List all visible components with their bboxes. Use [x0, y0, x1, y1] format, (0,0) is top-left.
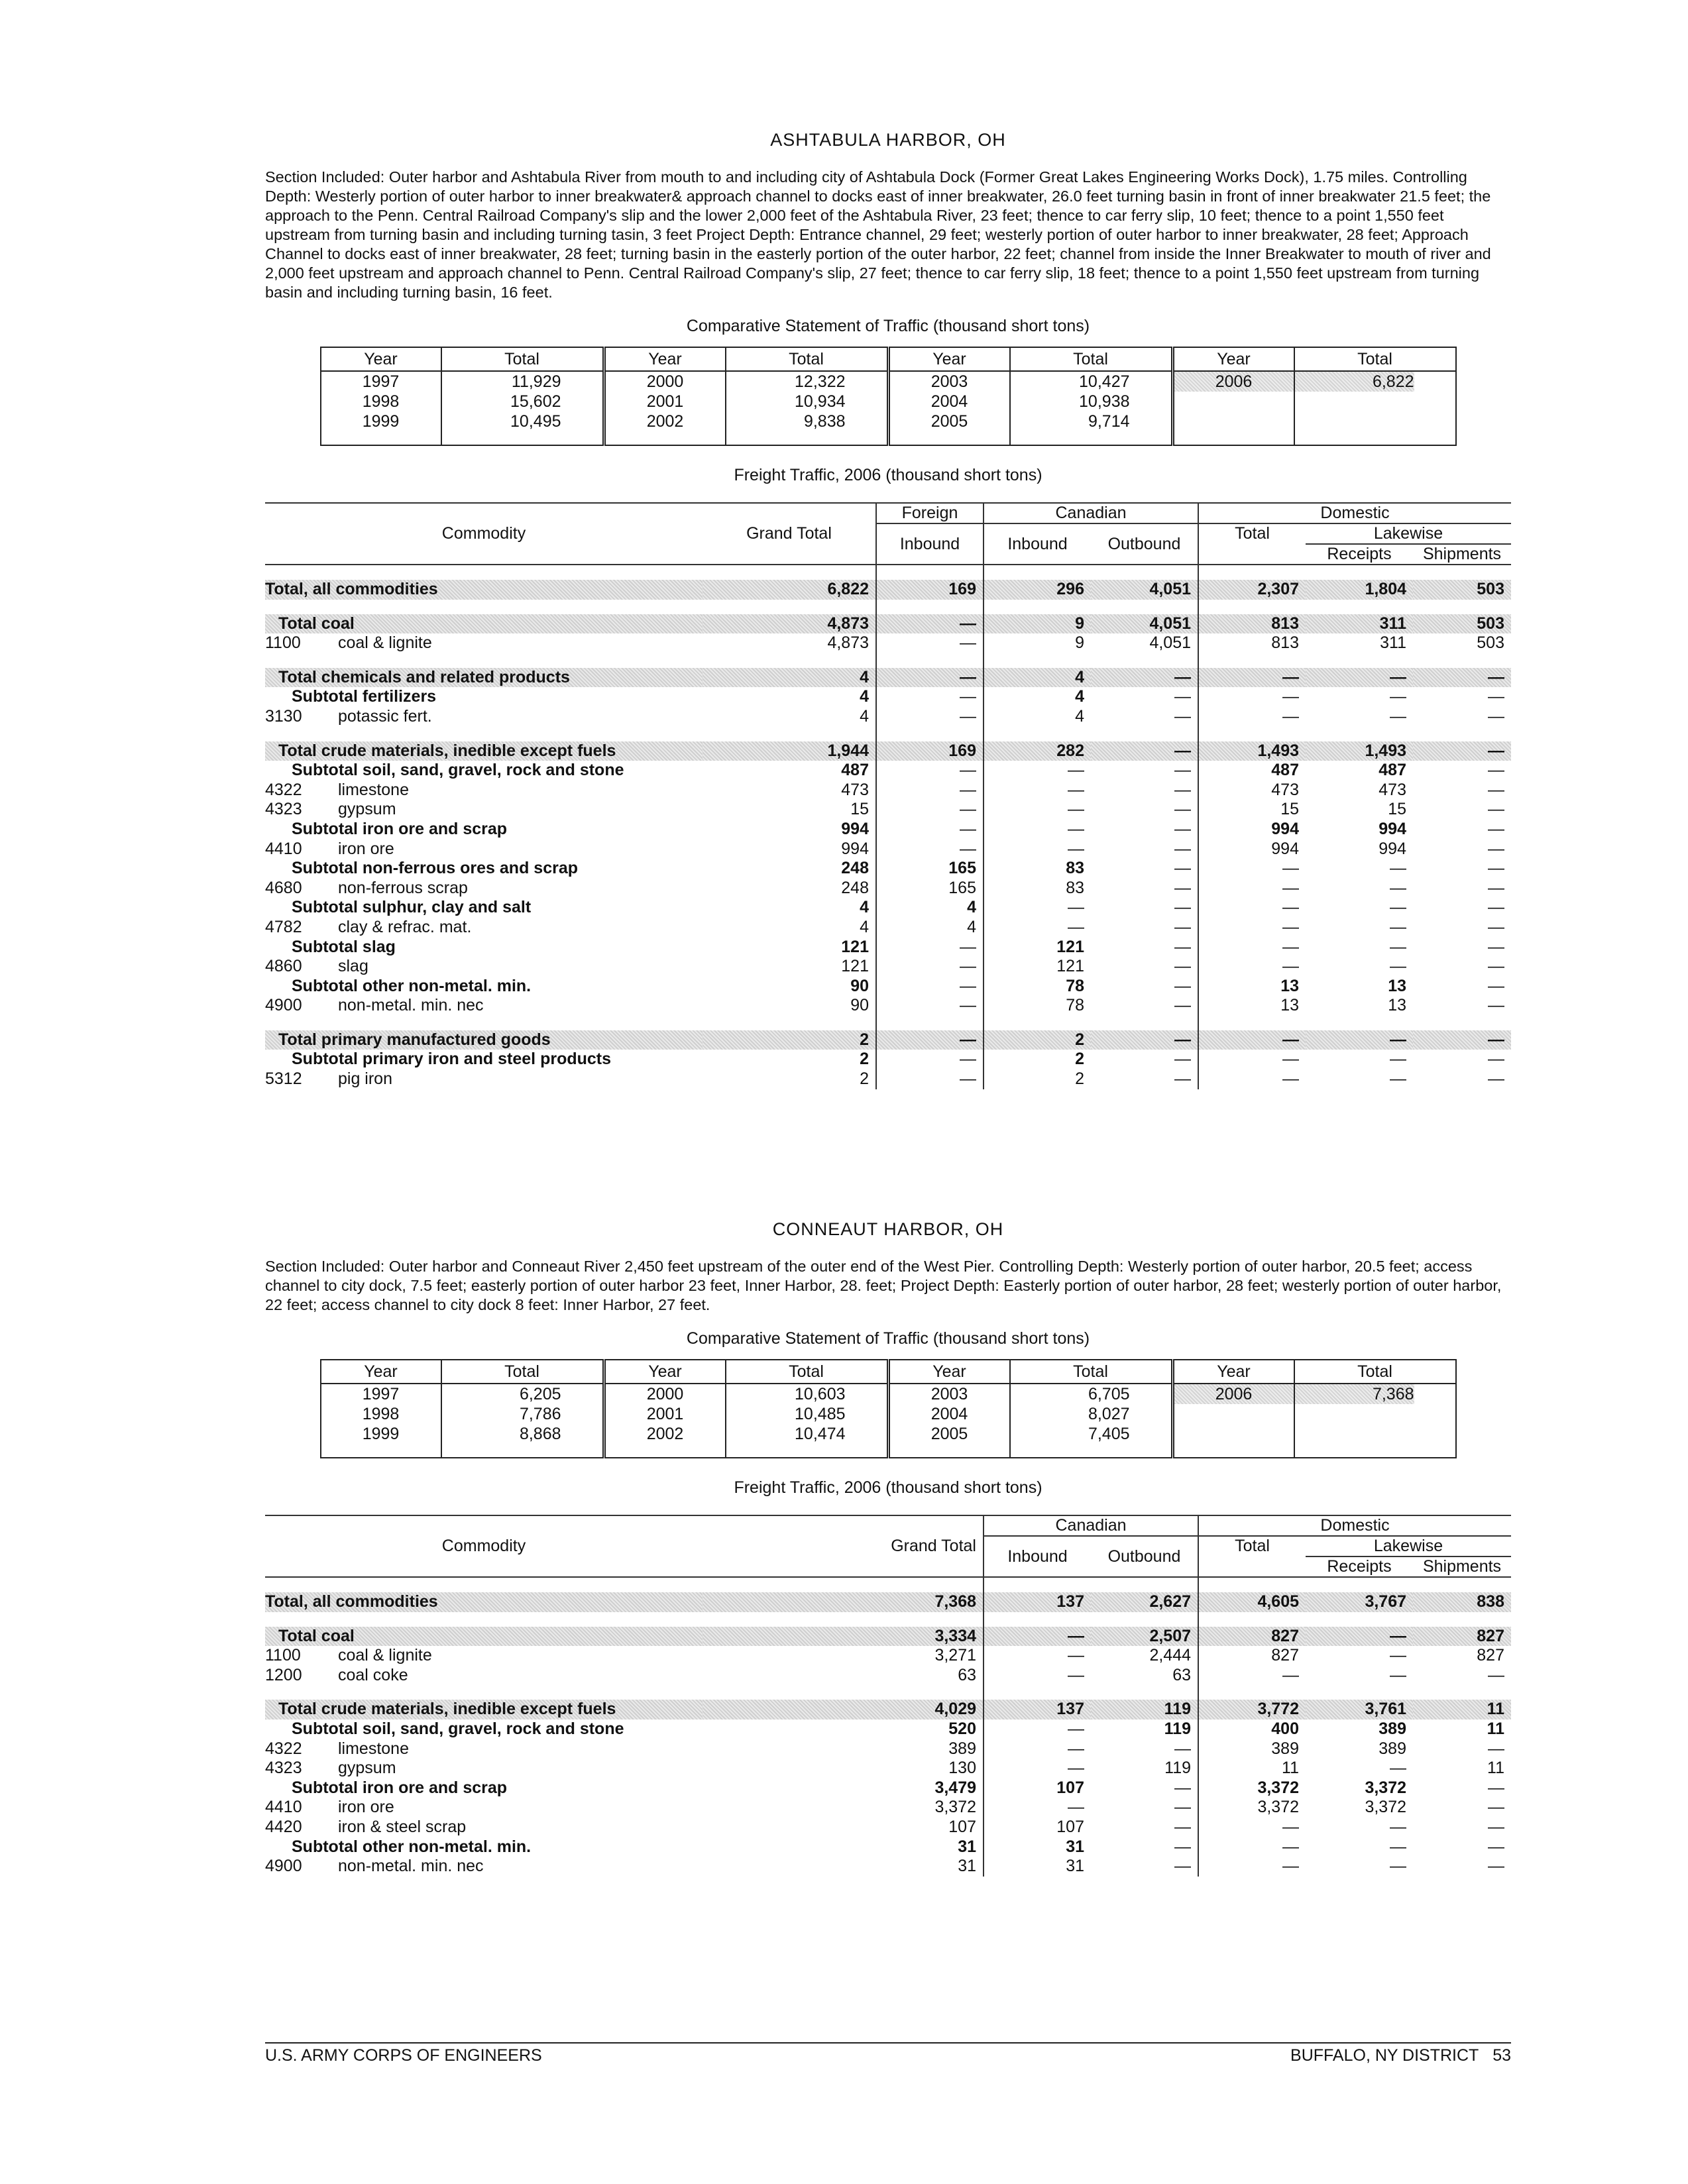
col-shipments: Shipments: [1422, 1557, 1502, 1576]
totals-cell: 12,322 10,934 9,838: [726, 371, 889, 445]
conneaut-description: Section Included: Outer harbor and Conneaut River 2,450 feet upstream of the outer end of the West Pier. Controlling Depth: Westerly portion of outer harbor, 20.5 feet; access channel to city dock, 7.5 feet; easterly portion of outer harbor 23 feet, Inner Harbor, 28. feet; Project Depth: Easterly portion of outer harbor, 28 feet; westerly portion of outer harbor, 22 feet; access channel to city dock 8 feet: Inner Harbor, 27 feet.: [265, 1258, 1502, 1313]
conneaut-freight-caption: Freight Traffic, 2006 (thousand short tons): [734, 1478, 1042, 1497]
footer-district: BUFFALO, NY DISTRICT: [1290, 2046, 1479, 2065]
table-row: Total crude materials, inedible except fuels 4,029 137 119 3,772 3,761 11: [265, 1700, 1511, 1720]
table-row: Subtotal fertilizers 4 — 4 — — — —: [292, 687, 1504, 706]
table-row: 4900 non-metal. min. nec 90 — 78 — 13 13 —: [265, 996, 1504, 1015]
page-number: 53: [1492, 2046, 1511, 2065]
table-row: Subtotal non-ferrous ores and scrap 248 165 83 — — — —: [292, 859, 1504, 878]
col-domestic: Domestic: [1198, 503, 1511, 523]
table-row: 3130 potassic fert. 4 — 4 — — — —: [265, 706, 1504, 726]
years-cell: 2000 2001 2002: [604, 1384, 726, 1458]
col-domestic-total: Total: [1198, 1536, 1306, 1577]
col-grand-total: Grand Total: [746, 524, 832, 543]
totals-cell: 11,929 15,602 10,495: [441, 371, 604, 445]
col-year: Year: [1172, 347, 1294, 371]
col-domestic: Domestic: [1198, 1515, 1511, 1536]
col-total: Total: [1010, 347, 1173, 371]
col-commodity: Commodity: [441, 524, 526, 543]
conneaut-comparative-table: [320, 1359, 1457, 1458]
ashtabula-comparative-caption: Comparative Statement of Traffic (thousand short tons): [686, 317, 1090, 335]
conneaut-comparative-caption: Comparative Statement of Traffic (thousand short tons): [686, 1329, 1090, 1348]
totals-cell-highlight: 6,822: [1295, 372, 1414, 392]
years-cell: 2003 2004 2005: [888, 1384, 1010, 1458]
ashtabula-comparative-table: [320, 347, 1457, 446]
ashtabula-freight-table: [265, 502, 1511, 1089]
table-row: 5312 pig iron 2 — 2 — — — —: [265, 1069, 1504, 1089]
years-cell: 1997 1998 1999: [362, 1385, 400, 1443]
col-canadian: Canadian: [984, 503, 1198, 523]
table-row: 4410 iron ore 3,372 — — 3,372 3,372 —: [265, 1798, 1504, 1817]
table-row: Total coal 3,334 — 2,507 827 — 827: [265, 1627, 1511, 1647]
col-year: Year: [888, 347, 1010, 371]
table-row: Total, all commodities 6,822 169 296 4,051 2,307 1,804 503: [265, 580, 1511, 600]
table-row: Total, all commodities 7,368 137 2,627 4,605 3,767 838: [265, 1592, 1511, 1612]
table-row: 4323 gypsum 15 — — — 15 15 —: [265, 800, 1504, 819]
col-year: Year: [604, 347, 726, 371]
col-lakewise: Lakewise: [1306, 1536, 1511, 1556]
ashtabula-title: ASHTABULA HARBOR, OH: [770, 130, 1006, 150]
table-row: 1100 coal & lignite 3,271 — 2,444 827 — 827: [265, 1646, 1504, 1665]
table-row: 4410 iron ore 994 — — — 994 994 —: [265, 839, 1504, 858]
table-row: Subtotal other non-metal. min. 90 — 78 — 13 13 —: [292, 976, 1504, 995]
table-row: 4323 gypsum 130 — 119 11 — 11: [265, 1759, 1504, 1778]
table-row: 1100 coal & lignite 4,873 — 9 4,051 813 311 503: [265, 633, 1504, 653]
table-row: Subtotal other non-metal. min. 31 31 — — — —: [292, 1837, 1504, 1856]
col-canadian-inbound: Inbound: [984, 1536, 1091, 1577]
years-cell: 2003 2004 2005: [888, 371, 1010, 445]
col-canadian-outbound: Outbound: [1107, 1547, 1181, 1566]
table-row: Subtotal slag 121 — 121 — — — —: [292, 937, 1504, 956]
col-total: Total: [1010, 1360, 1173, 1384]
col-grand-total: Grand Total: [891, 1537, 976, 1555]
table-row: 4680 non-ferrous scrap 248 165 83 — — — —: [265, 878, 1504, 897]
col-receipts: Receipts: [1327, 1557, 1392, 1576]
table-row: Total crude materials, inedible except fuels 1,944 169 282 — 1,493 1,493 —: [265, 741, 1511, 761]
col-total: Total: [726, 1360, 889, 1384]
col-total: Total: [1294, 1360, 1456, 1384]
table-row: Total chemicals and related products 4 — 4 — — — —: [265, 668, 1511, 688]
conneaut-freight-table: [265, 1515, 1511, 1877]
ashtabula-freight-caption: Freight Traffic, 2006 (thousand short tons): [734, 466, 1042, 484]
totals-cell: 6,205 7,786 8,868: [441, 1384, 604, 1458]
table-row: Subtotal sulphur, clay and salt 4 4 — — — — —: [292, 898, 1504, 917]
years-cell: 2000 2001 2002: [604, 371, 726, 445]
col-canadian: Canadian: [984, 1515, 1198, 1536]
table-row: Subtotal soil, sand, gravel, rock and stone 487 — — — 487 487 —: [292, 761, 1504, 780]
table-row: Total coal 4,873 — 9 4,051 813 311 503: [265, 614, 1511, 634]
col-canadian-inbound: Inbound: [984, 523, 1091, 565]
col-total: Total: [441, 1360, 604, 1384]
col-year: Year: [321, 1360, 441, 1384]
col-shipments: Shipments: [1422, 545, 1502, 563]
years-cell-highlight: 2006: [1174, 1384, 1294, 1404]
footer-agency: U.S. ARMY CORPS OF ENGINEERS: [265, 2046, 542, 2065]
col-domestic-total: Total: [1198, 523, 1306, 565]
table-row: Subtotal iron ore and scrap 3,479 107 — 3,372 3,372 —: [292, 1778, 1504, 1797]
totals-cell: 10,427 10,938 9,714: [1010, 371, 1173, 445]
years-cell-highlight: 2006: [1174, 372, 1294, 392]
page-footer: [265, 2042, 1511, 2065]
conneaut-title: CONNEAUT HARBOR, OH: [772, 1219, 1004, 1239]
col-total: Total: [441, 347, 604, 371]
col-commodity: Commodity: [441, 1537, 526, 1555]
col-foreign: Foreign: [876, 503, 984, 523]
table-row: 4782 clay & refrac. mat. 4 4 — — — — —: [265, 917, 1504, 936]
totals-cell: 10,603 10,485 10,474: [726, 1384, 889, 1458]
table-row: 4420 iron & steel scrap 107 107 — — — —: [265, 1817, 1504, 1836]
col-total: Total: [726, 347, 889, 371]
table-row: 1200 coal coke 63 — 63 — — —: [265, 1665, 1504, 1684]
years-cell: 1997 1998 1999: [362, 372, 400, 431]
col-foreign-inbound: Inbound: [876, 523, 984, 565]
table-row: 4860 slag 121 — 121 — — — —: [265, 957, 1504, 976]
table-row: Subtotal iron ore and scrap 994 — — — 994 994 —: [292, 819, 1504, 838]
col-lakewise: Lakewise: [1306, 523, 1511, 544]
col-year: Year: [321, 347, 441, 371]
ashtabula-description: Section Included: Outer harbor and Ashtabula River from mouth to and including city of Ashtabula Dock (Former Great Lakes Engineering Works Dock), 1.75 miles. Controlling Depth: Westerly portion of outer harbor to inner breakwater& approach channel to docks east of inner breakwater, 26.0 feet turning basin in front of inner breakwater 21.5 feet; the approach to the Penn. Central Railroad Company's slip and the lower 2,000 feet of the Ashtabula River, 23 feet; thence to car ferry slip, 10 feet; thence to a point 1,550 feet upstream from turning basin and including turning tasin, 3 feet Project Depth: Entrance channel, 29 feet; westerly portion of outer harbor to inner breakwater, 28 feet; Approach Channel to docks east of inner breakwater, 28 feet; turning basin in the easterly portion of the outer harbor, 22 feet; channel from inside the Inner Breakwater to mouth of river and 2,000 feet upstream and approach channel to Penn. Central Railroad Company's slip, 27 feet; thence to car ferry slip, 18 feet; thence to a point 1,550 feet upstream from turning basin and including turning basin, 16 feet.: [265, 168, 1491, 301]
table-row: Subtotal primary iron and steel products 2 — 2 — — — —: [292, 1050, 1504, 1069]
table-row: Subtotal soil, sand, gravel, rock and stone 520 — 119 400 389 11: [292, 1719, 1504, 1738]
table-row: 4322 limestone 473 — — — 473 473 —: [265, 780, 1504, 799]
table-row: 4900 non-metal. min. nec 31 31 — — — —: [265, 1857, 1504, 1876]
col-year: Year: [888, 1360, 1010, 1384]
col-year: Year: [1172, 1360, 1294, 1384]
col-receipts: Receipts: [1327, 545, 1392, 563]
col-year: Year: [604, 1360, 726, 1384]
table-row: Total primary manufactured goods 2 — 2 — — — —: [265, 1030, 1511, 1050]
col-total: Total: [1294, 347, 1456, 371]
totals-cell-highlight: 7,368: [1295, 1384, 1414, 1404]
conneaut-section: [265, 1219, 1511, 1877]
totals-cell: 6,705 8,027 7,405: [1010, 1384, 1173, 1458]
ashtabula-section: [265, 130, 1511, 1089]
col-canadian-outbound: Outbound: [1107, 534, 1181, 553]
table-row: 4322 limestone 389 — — 389 389 —: [265, 1739, 1504, 1758]
